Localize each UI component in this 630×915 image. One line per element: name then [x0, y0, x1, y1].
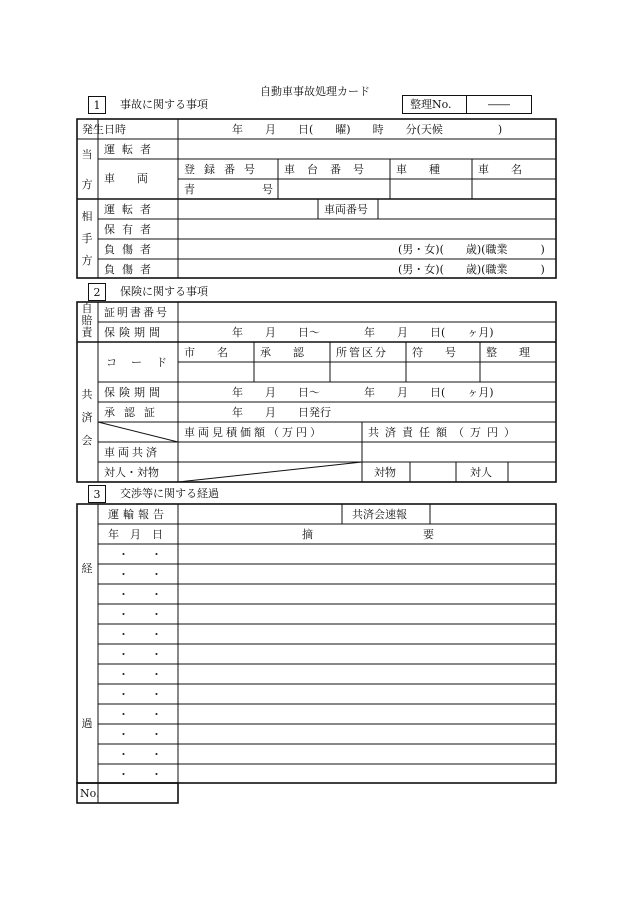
fusho-detail-2[interactable]: (男・女)( 歳)(職業 )	[398, 263, 545, 276]
kikan-2[interactable]: 年 月 日～ 年 月 日( ヶ月)	[232, 386, 494, 399]
kyosaikai-char-1: 共	[81, 388, 93, 401]
date-row[interactable]: ・ ・	[118, 628, 162, 641]
aite-char-1: 相	[81, 210, 93, 223]
sekinin-label: 共済責任額（万円）	[368, 426, 521, 439]
kei-char: 経	[81, 562, 93, 575]
tou-char-2: 方	[81, 178, 93, 191]
toroku-label: 登録番号	[184, 163, 264, 176]
hassei-label: 発生日時	[82, 123, 126, 136]
fu-label: 符 号	[412, 346, 456, 359]
sokuho-label: 共済会速報	[352, 508, 407, 521]
shokan-label: 所管区分	[336, 346, 388, 359]
section2-title: 保険に関する事項	[120, 285, 208, 298]
shomei-label: 証明書番号	[104, 306, 169, 319]
tekiyo-label: 摘 要	[302, 528, 434, 541]
hassei-fields[interactable]: 年 月 日( 曜) 時 分(天候 )	[232, 123, 503, 136]
fushosha-label-2: 負傷者	[104, 263, 158, 276]
date-row[interactable]: ・ ・	[118, 548, 162, 561]
section3-number: 3	[88, 485, 106, 503]
page-title: 自動車事故処理カード	[260, 85, 370, 98]
jibaiseki-char-1: 自	[81, 302, 93, 315]
date-row[interactable]: ・ ・	[118, 748, 162, 761]
fusho-detail-1[interactable]: (男・女)( 歳)(職業 )	[398, 243, 545, 256]
fushosha-label-1: 負傷者	[104, 243, 158, 256]
go-label: 号	[262, 183, 273, 196]
date-row[interactable]: ・ ・	[118, 688, 162, 701]
taibutsu-label: 対物	[374, 466, 396, 479]
tou-char-1: 当	[81, 148, 93, 161]
ka-char: 過	[81, 717, 93, 730]
untensha-label: 運転者	[104, 143, 158, 156]
date-row[interactable]: ・ ・	[118, 608, 162, 621]
hakko-date[interactable]: 年 月 日発行	[232, 406, 331, 419]
sharyo-bango-label: 車両番号	[324, 203, 368, 216]
date-row[interactable]: ・ ・	[118, 708, 162, 721]
aite-char-2: 手	[81, 232, 93, 245]
section3-title: 交渉等に関する経過	[120, 487, 219, 500]
date-row[interactable]: ・ ・	[118, 668, 162, 681]
section1-number: 1	[88, 96, 106, 114]
hoyusha-label: 保有者	[104, 223, 158, 236]
kikan-1[interactable]: 年 月 日～ 年 月 日( ヶ月)	[232, 326, 494, 339]
shamei-label: 車 名	[478, 163, 522, 176]
shi-label: 市 名	[184, 346, 228, 359]
no-label: No.	[80, 787, 100, 800]
hoken-kikan-label-1: 保険期間	[104, 326, 164, 339]
date-row[interactable]: ・ ・	[118, 728, 162, 741]
ao-label: 青	[184, 183, 195, 196]
date-row[interactable]: ・ ・	[118, 568, 162, 581]
date-row[interactable]: ・ ・	[118, 588, 162, 601]
unyu-label: 運輸報告	[108, 508, 168, 521]
taijin-taibutsu-label: 対人・対物	[104, 466, 159, 479]
aite-char-3: 方	[81, 254, 93, 267]
seiri-col-label: 整 理	[486, 346, 530, 359]
seiri-label: 整理No.	[410, 98, 452, 111]
date-row[interactable]: ・ ・	[118, 648, 162, 661]
section2-number: 2	[88, 283, 106, 301]
aite-untensha-label: 運転者	[104, 203, 158, 216]
shashu-label: 車 種	[396, 163, 440, 176]
section1-title: 事故に関する事項	[120, 98, 208, 111]
seiri-value: ――	[488, 98, 510, 111]
taijin-label: 対人	[470, 466, 492, 479]
nengappi-label: 年 月 日	[108, 528, 163, 541]
sharyo-label: 車 両	[104, 172, 148, 185]
shonin-label: 承 認	[260, 346, 304, 359]
code-label: コード	[106, 356, 181, 369]
sharyo-kyosai-label: 車両共済	[104, 446, 160, 459]
kyosaikai-char-2: 済	[81, 411, 93, 424]
kyosaikai-char-3: 会	[81, 434, 93, 447]
hoken-kikan-label-2: 保険期間	[104, 386, 164, 399]
jibaiseki-char-3: 責	[81, 326, 93, 339]
seiri-divider	[466, 95, 467, 114]
shadai-label: 車台番号	[284, 163, 376, 176]
jibaiseki-char-2: 賠	[81, 314, 93, 327]
shonin-sho-label: 承認証	[104, 406, 164, 419]
date-row[interactable]: ・ ・	[118, 768, 162, 781]
mitsumori-label: 車両見積価額（万円）	[184, 426, 324, 439]
